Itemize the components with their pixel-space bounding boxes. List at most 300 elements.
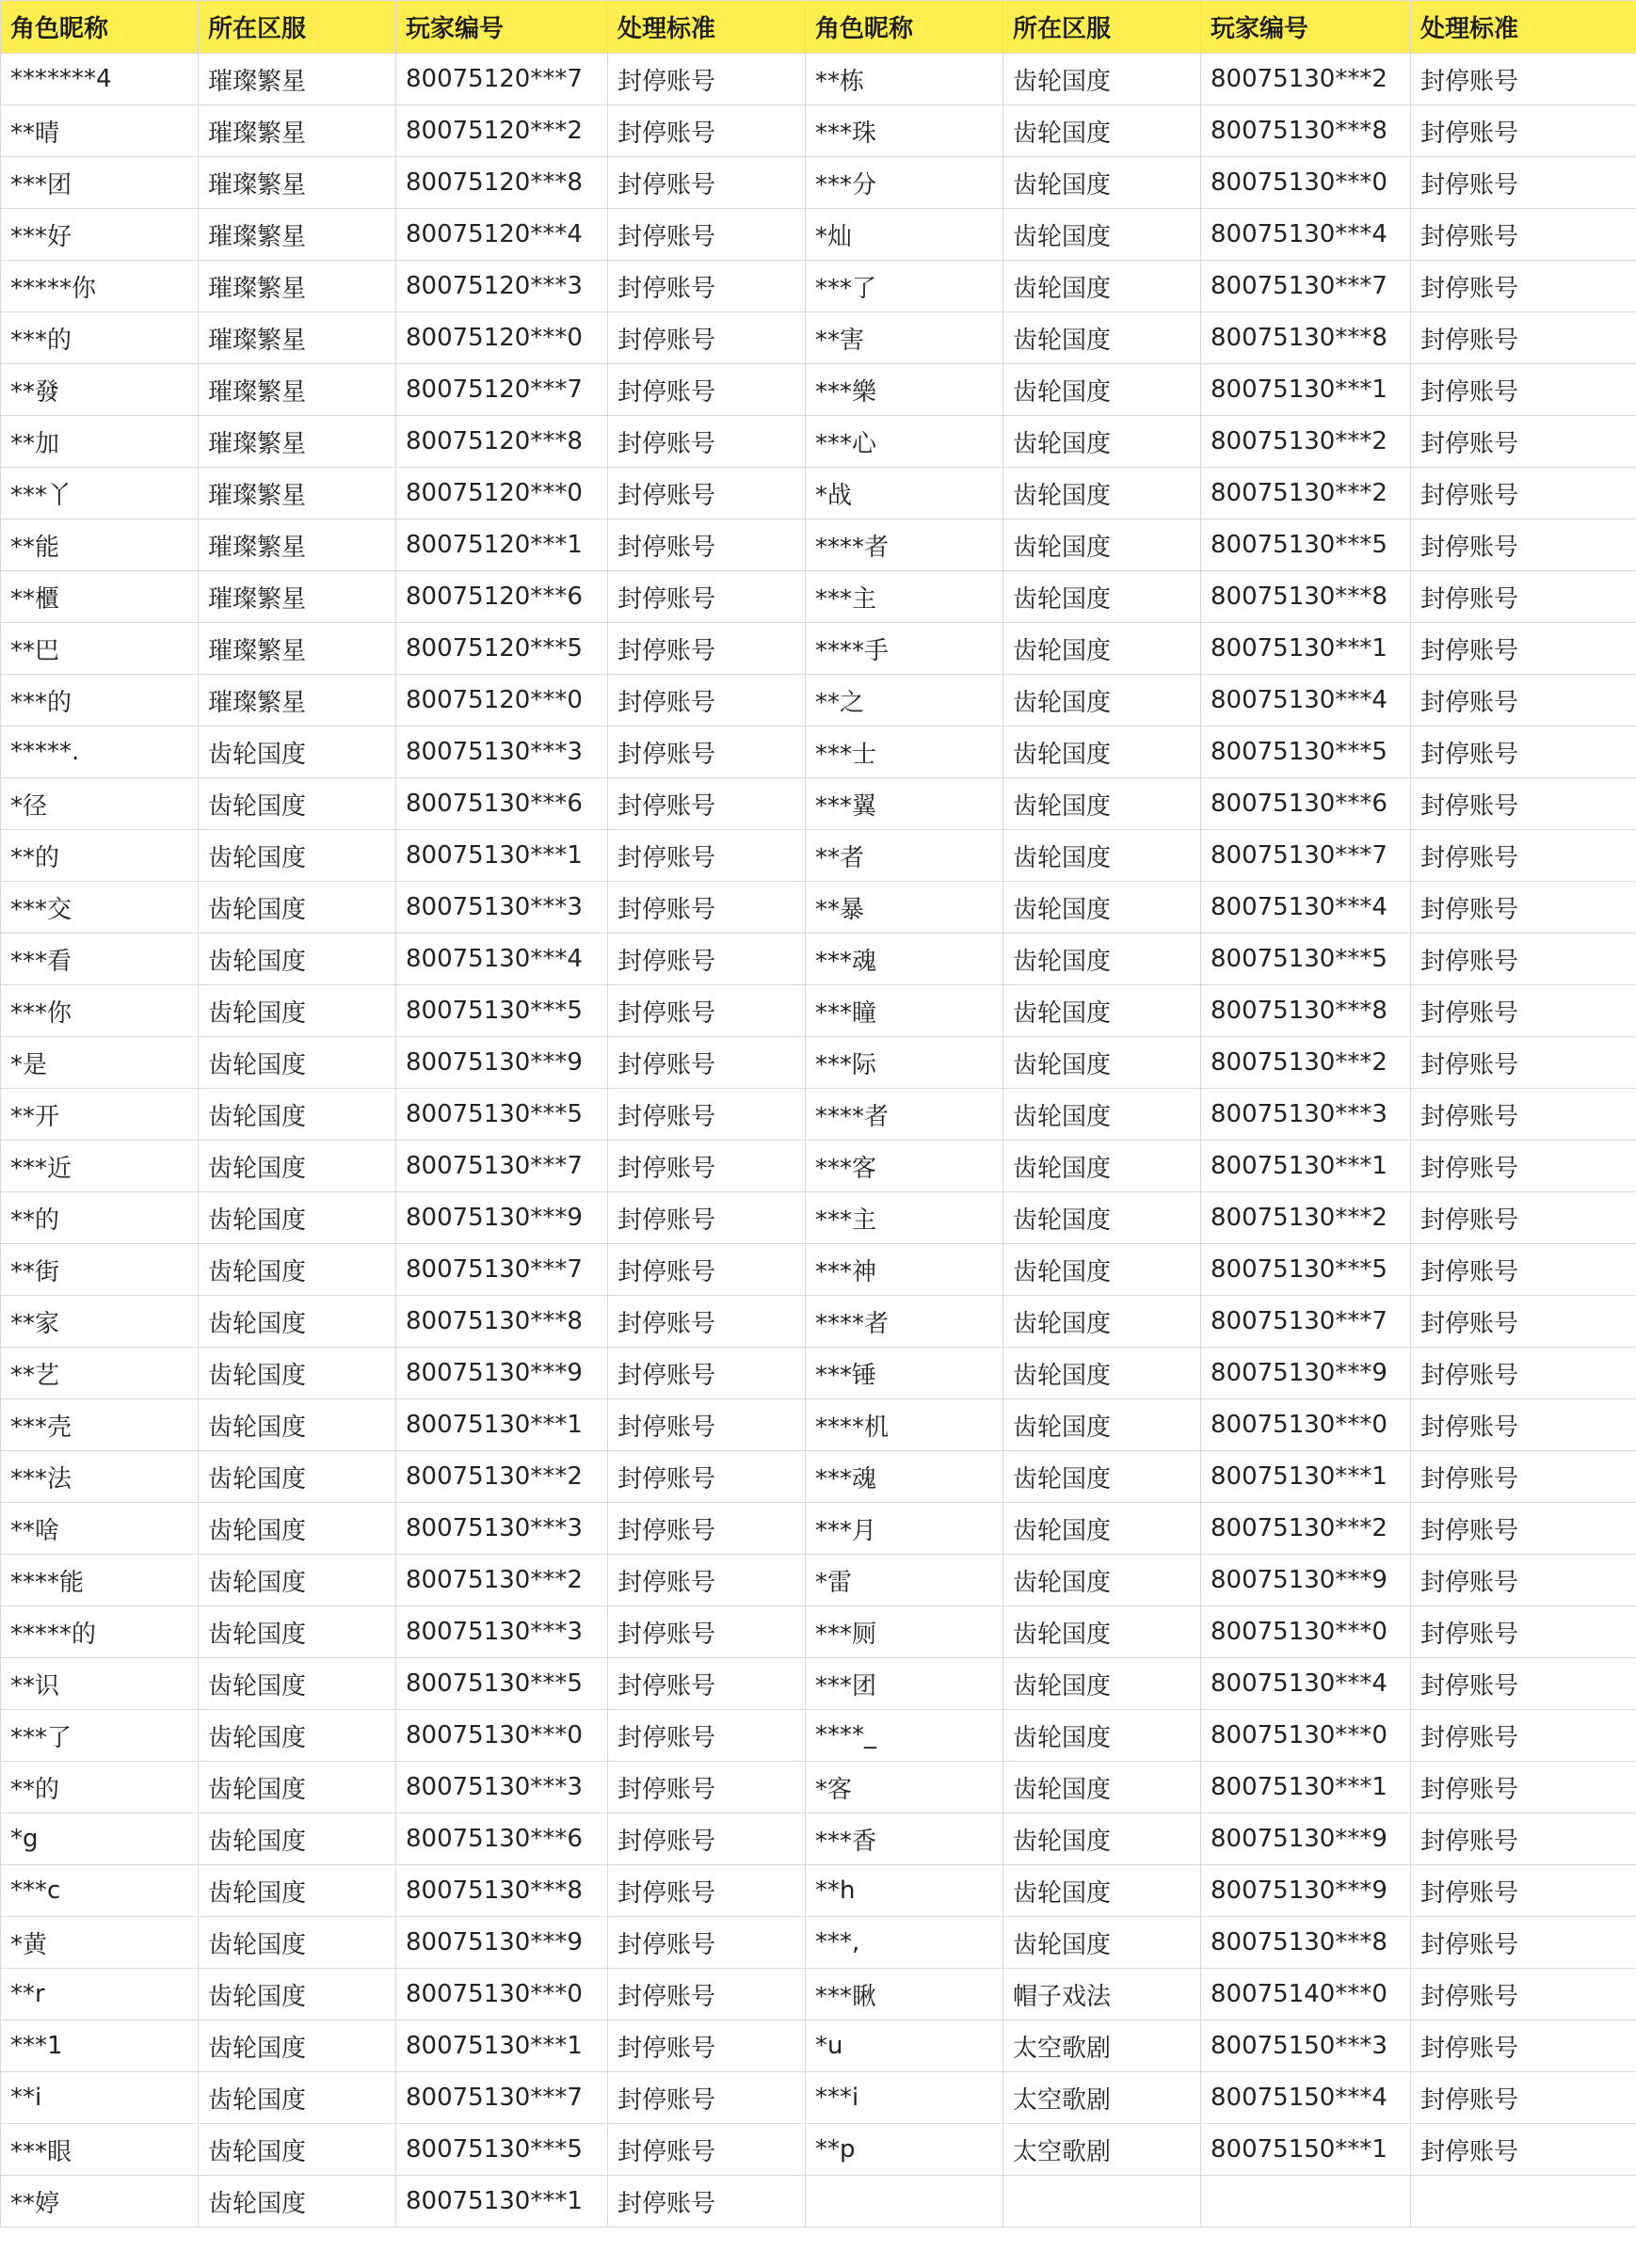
cell-nickname: ***主 [806, 1192, 1003, 1244]
cell-nickname: ***好 [1, 209, 199, 261]
cell-server: 齿轮国度 [1003, 1451, 1201, 1503]
cell-nickname: **艺 [1, 1348, 199, 1399]
cell-player-id: 80075130***6 [396, 778, 608, 830]
cell-player-id: 80075130***8 [1201, 105, 1411, 157]
table-row [1, 934, 1636, 985]
cell-nickname: **加 [1, 416, 199, 468]
cell-nickname: ***锤 [806, 1348, 1003, 1399]
cell-server: 齿轮国度 [1003, 1813, 1201, 1865]
cell-player-id: 80075130***1 [396, 2176, 608, 2228]
cell-player-id: 80075130***3 [396, 727, 608, 778]
cell-player-id: 80075130***7 [396, 1141, 608, 1192]
cell-server: 齿轮国度 [199, 1762, 396, 1813]
cell-server: 璀璨繁星 [199, 209, 396, 261]
cell-nickname: **街 [1, 1244, 199, 1296]
cell-nickname: **之 [806, 675, 1003, 727]
cell-server: 齿轮国度 [1003, 934, 1201, 985]
cell-action: 封停账号 [1411, 209, 1636, 261]
cell-server: 齿轮国度 [1003, 209, 1201, 261]
cell-action: 封停账号 [1411, 675, 1636, 727]
cell-server: 齿轮国度 [1003, 1762, 1201, 1813]
cell-action: 封停账号 [608, 2072, 806, 2124]
cell-server: 齿轮国度 [1003, 105, 1201, 157]
cell-server: 璀璨繁星 [199, 623, 396, 675]
cell-player-id: 80075130***1 [1201, 623, 1411, 675]
cell-player-id: 80075130***3 [396, 1606, 608, 1658]
cell-action: 封停账号 [1411, 1813, 1636, 1865]
cell-player-id: 80075130***3 [396, 1503, 608, 1555]
cell-nickname: ***交 [1, 882, 199, 934]
cell-action: 封停账号 [1411, 105, 1636, 157]
cell-server: 齿轮国度 [199, 1555, 396, 1606]
cell-action: 封停账号 [608, 261, 806, 312]
cell-player-id: 80075130***2 [1201, 1037, 1411, 1089]
cell-action: 封停账号 [1411, 2124, 1636, 2176]
cell-player-id: 80075130***1 [396, 2020, 608, 2072]
cell-nickname: **开 [1, 1089, 199, 1141]
cell-action: 封停账号 [608, 1710, 806, 1762]
cell-server: 齿轮国度 [199, 2176, 396, 2228]
cell-player-id: 80075120***2 [396, 105, 608, 157]
header-row [1, 1, 1636, 54]
cell-nickname: ***客 [806, 1141, 1003, 1192]
cell-server: 齿轮国度 [1003, 1606, 1201, 1658]
cell-server: 齿轮国度 [199, 1658, 396, 1710]
table-row [1, 830, 1636, 882]
cell-player-id: 80075130***9 [396, 1917, 608, 1969]
cell-action: 封停账号 [608, 519, 806, 571]
cell-server: 齿轮国度 [1003, 1037, 1201, 1089]
header-nickname: 角色昵称 [806, 1, 1003, 54]
cell-nickname: ***樂 [806, 364, 1003, 416]
cell-player-id: 80075130***8 [1201, 571, 1411, 623]
cell-server: 齿轮国度 [199, 1141, 396, 1192]
cell-action: 封停账号 [1411, 1089, 1636, 1141]
cell-player-id: 80075130***5 [1201, 1244, 1411, 1296]
cell-server: 璀璨繁星 [199, 416, 396, 468]
cell-nickname: ***i [806, 2072, 1003, 2124]
cell-server: 璀璨繁星 [199, 468, 396, 519]
cell-server: 齿轮国度 [1003, 1141, 1201, 1192]
cell-server: 齿轮国度 [1003, 778, 1201, 830]
cell-player-id: 80075130***2 [396, 1555, 608, 1606]
cell-player-id: 80075130***4 [1201, 675, 1411, 727]
cell-server: 齿轮国度 [199, 882, 396, 934]
table-row [1, 1451, 1636, 1503]
cell-nickname: ***分 [806, 157, 1003, 209]
cell-player-id: 80075120***0 [396, 675, 608, 727]
table-row [1, 2176, 1636, 2228]
cell-nickname: ***壳 [1, 1399, 199, 1451]
cell-nickname: *****的 [1, 1606, 199, 1658]
table-row [1, 1762, 1636, 1813]
cell-player-id: 80075130***7 [396, 2072, 608, 2124]
cell-player-id: 80075120***0 [396, 312, 608, 364]
cell-player-id: 80075120***7 [396, 364, 608, 416]
cell-server: 齿轮国度 [1003, 1917, 1201, 1969]
table-row [1, 1917, 1636, 1969]
cell-nickname: ****_ [806, 1710, 1003, 1762]
cell-nickname: *黄 [1, 1917, 199, 1969]
cell-server: 齿轮国度 [199, 727, 396, 778]
table-row [1, 519, 1636, 571]
cell-nickname: ***了 [1, 1710, 199, 1762]
table-row [1, 623, 1636, 675]
cell-nickname: ****者 [806, 1089, 1003, 1141]
cell-server: 齿轮国度 [199, 1813, 396, 1865]
table-body [1, 54, 1636, 2228]
header-player-id: 玩家编号 [1201, 1, 1411, 54]
cell-action: 封停账号 [1411, 985, 1636, 1037]
cell-server: 齿轮国度 [199, 1192, 396, 1244]
table-row [1, 1606, 1636, 1658]
cell-nickname: *****. [1, 727, 199, 778]
cell-server: 璀璨繁星 [199, 312, 396, 364]
cell-action: 封停账号 [608, 312, 806, 364]
cell-server: 齿轮国度 [1003, 1503, 1201, 1555]
table-row [1, 1503, 1636, 1555]
cell-nickname: **家 [1, 1296, 199, 1348]
cell-nickname: ***瞳 [806, 985, 1003, 1037]
cell-server: 齿轮国度 [1003, 312, 1201, 364]
cell-action: 封停账号 [1411, 1606, 1636, 1658]
cell-action: 封停账号 [1411, 1658, 1636, 1710]
table-row [1, 1296, 1636, 1348]
cell-action: 封停账号 [608, 778, 806, 830]
cell-player-id: 80075130***3 [396, 882, 608, 934]
cell-action: 封停账号 [1411, 778, 1636, 830]
cell-player-id: 80075130***0 [396, 1710, 608, 1762]
cell-nickname: ***珠 [806, 105, 1003, 157]
table-row [1, 54, 1636, 105]
cell-server: 齿轮国度 [1003, 416, 1201, 468]
cell-server: 齿轮国度 [1003, 882, 1201, 934]
cell-action: 封停账号 [608, 2124, 806, 2176]
cell-action: 封停账号 [608, 2176, 806, 2228]
table-row [1, 1089, 1636, 1141]
cell-player-id: 80075130***2 [1201, 1192, 1411, 1244]
cell-player-id: 80075130***1 [1201, 1141, 1411, 1192]
cell-server: 齿轮国度 [1003, 1296, 1201, 1348]
cell-action: 封停账号 [1411, 364, 1636, 416]
cell-nickname: ***1 [1, 2020, 199, 2072]
cell-nickname: *g [1, 1813, 199, 1865]
cell-action: 封停账号 [1411, 727, 1636, 778]
cell-nickname: ***瞅 [806, 1969, 1003, 2020]
cell-action: 封停账号 [608, 571, 806, 623]
cell-player-id: 80075150***3 [1201, 2020, 1411, 2072]
cell-player-id: 80075130***3 [396, 1762, 608, 1813]
cell-player-id: 80075130***9 [396, 1348, 608, 1399]
cell-player-id: 80075120***1 [396, 519, 608, 571]
cell-action: 封停账号 [608, 1658, 806, 1710]
cell-player-id: 80075130***6 [1201, 778, 1411, 830]
cell-nickname: ***翼 [806, 778, 1003, 830]
cell-nickname: ***你 [1, 985, 199, 1037]
cell-server: 齿轮国度 [199, 1451, 396, 1503]
cell-action: 封停账号 [608, 934, 806, 985]
cell-player-id: 80075130***7 [1201, 261, 1411, 312]
table-row [1, 675, 1636, 727]
cell-server: 齿轮国度 [199, 1089, 396, 1141]
cell-nickname: ***香 [806, 1813, 1003, 1865]
cell-player-id: 80075130***8 [1201, 312, 1411, 364]
cell-player-id: 80075130***8 [396, 1296, 608, 1348]
table-row [1, 2020, 1636, 2072]
cell-player-id [1201, 2176, 1411, 2228]
cell-action: 封停账号 [608, 2020, 806, 2072]
cell-server: 齿轮国度 [1003, 1865, 1201, 1917]
cell-nickname: ***, [806, 1917, 1003, 1969]
cell-server: 齿轮国度 [1003, 675, 1201, 727]
cell-server: 齿轮国度 [199, 1865, 396, 1917]
cell-action: 封停账号 [608, 364, 806, 416]
cell-player-id: 80075130***8 [1201, 985, 1411, 1037]
cell-nickname: **h [806, 1865, 1003, 1917]
cell-action: 封停账号 [608, 1865, 806, 1917]
cell-action: 封停账号 [1411, 261, 1636, 312]
cell-nickname: ***月 [806, 1503, 1003, 1555]
cell-player-id: 80075120***3 [396, 261, 608, 312]
cell-action: 封停账号 [608, 1244, 806, 1296]
cell-nickname: **i [1, 2072, 199, 2124]
header-action: 处理标准 [1411, 1, 1636, 54]
cell-action: 封停账号 [1411, 1244, 1636, 1296]
cell-server: 齿轮国度 [1003, 157, 1201, 209]
cell-server: 璀璨繁星 [199, 675, 396, 727]
cell-player-id: 80075120***6 [396, 571, 608, 623]
cell-server: 齿轮国度 [1003, 830, 1201, 882]
cell-nickname: *战 [806, 468, 1003, 519]
cell-server: 齿轮国度 [1003, 1710, 1201, 1762]
cell-player-id: 80075130***9 [396, 1192, 608, 1244]
cell-action: 封停账号 [608, 1348, 806, 1399]
cell-action: 封停账号 [1411, 1710, 1636, 1762]
cell-nickname: ***魂 [806, 934, 1003, 985]
table-row [1, 1141, 1636, 1192]
cell-server: 齿轮国度 [1003, 54, 1201, 105]
cell-player-id: 80075120***0 [396, 468, 608, 519]
cell-action: 封停账号 [1411, 1037, 1636, 1089]
table-row [1, 157, 1636, 209]
cell-action: 封停账号 [1411, 934, 1636, 985]
table-row [1, 209, 1636, 261]
cell-nickname: ***丫 [1, 468, 199, 519]
cell-nickname: **巴 [1, 623, 199, 675]
table-row [1, 1813, 1636, 1865]
cell-nickname: **害 [806, 312, 1003, 364]
cell-action [1411, 2176, 1636, 2228]
table-row [1, 985, 1636, 1037]
cell-nickname: *灿 [806, 209, 1003, 261]
cell-player-id: 80075130***4 [1201, 209, 1411, 261]
cell-player-id: 80075130***8 [1201, 1917, 1411, 1969]
cell-player-id: 80075130***5 [396, 1658, 608, 1710]
cell-server: 齿轮国度 [199, 2020, 396, 2072]
header-action: 处理标准 [608, 1, 806, 54]
cell-player-id: 80075130***9 [396, 1037, 608, 1089]
cell-action: 封停账号 [1411, 2020, 1636, 2072]
cell-player-id: 80075130***9 [1201, 1348, 1411, 1399]
cell-server: 齿轮国度 [199, 2072, 396, 2124]
cell-action: 封停账号 [608, 54, 806, 105]
cell-action: 封停账号 [608, 882, 806, 934]
cell-server: 齿轮国度 [199, 1399, 396, 1451]
cell-server: 齿轮国度 [199, 934, 396, 985]
cell-player-id: 80075130***1 [1201, 1762, 1411, 1813]
cell-nickname: **r [1, 1969, 199, 2020]
cell-action: 封停账号 [608, 1037, 806, 1089]
cell-server: 齿轮国度 [199, 1917, 396, 1969]
cell-nickname: *u [806, 2020, 1003, 2072]
cell-action: 封停账号 [608, 1451, 806, 1503]
cell-server: 齿轮国度 [1003, 1089, 1201, 1141]
cell-action: 封停账号 [608, 830, 806, 882]
cell-nickname: ***法 [1, 1451, 199, 1503]
cell-action: 封停账号 [608, 1606, 806, 1658]
cell-server: 齿轮国度 [199, 1503, 396, 1555]
cell-player-id: 80075130***0 [1201, 157, 1411, 209]
cell-player-id: 80075150***1 [1201, 2124, 1411, 2176]
cell-server: 璀璨繁星 [199, 364, 396, 416]
cell-action: 封停账号 [1411, 1762, 1636, 1813]
cell-action: 封停账号 [1411, 571, 1636, 623]
cell-player-id: 80075150***4 [1201, 2072, 1411, 2124]
table-row [1, 1348, 1636, 1399]
cell-action: 封停账号 [1411, 882, 1636, 934]
cell-player-id: 80075120***7 [396, 54, 608, 105]
cell-server: 璀璨繁星 [199, 261, 396, 312]
cell-player-id: 80075130***7 [396, 1244, 608, 1296]
cell-server [1003, 2176, 1201, 2228]
table-row [1, 727, 1636, 778]
cell-action: 封停账号 [608, 1141, 806, 1192]
cell-action: 封停账号 [1411, 416, 1636, 468]
cell-action: 封停账号 [1411, 157, 1636, 209]
table-row [1, 1865, 1636, 1917]
cell-action: 封停账号 [608, 416, 806, 468]
cell-nickname: ***心 [806, 416, 1003, 468]
cell-server: 齿轮国度 [1003, 1192, 1201, 1244]
cell-player-id: 80075130***6 [396, 1813, 608, 1865]
cell-action: 封停账号 [1411, 1969, 1636, 2020]
cell-action: 封停账号 [1411, 54, 1636, 105]
cell-nickname: **發 [1, 364, 199, 416]
cell-nickname: ***团 [806, 1658, 1003, 1710]
header-nickname: 角色昵称 [1, 1, 199, 54]
cell-nickname [806, 2176, 1003, 2228]
header-server: 所在区服 [1003, 1, 1201, 54]
cell-server: 齿轮国度 [199, 1606, 396, 1658]
cell-player-id: 80075130***7 [1201, 830, 1411, 882]
cell-server: 齿轮国度 [1003, 1658, 1201, 1710]
cell-nickname: *******4 [1, 54, 199, 105]
cell-action: 封停账号 [1411, 519, 1636, 571]
cell-nickname: ***厕 [806, 1606, 1003, 1658]
cell-player-id: 80075130***9 [1201, 1555, 1411, 1606]
cell-server: 齿轮国度 [1003, 571, 1201, 623]
cell-player-id: 80075130***5 [1201, 934, 1411, 985]
cell-player-id: 80075130***4 [1201, 1658, 1411, 1710]
cell-action: 封停账号 [1411, 1141, 1636, 1192]
cell-server: 齿轮国度 [1003, 519, 1201, 571]
cell-player-id: 80075120***5 [396, 623, 608, 675]
cell-nickname: *****你 [1, 261, 199, 312]
table-row [1, 1037, 1636, 1089]
cell-nickname: **的 [1, 1762, 199, 1813]
header-server: 所在区服 [199, 1, 396, 54]
cell-nickname: **识 [1, 1658, 199, 1710]
cell-action: 封停账号 [608, 1089, 806, 1141]
cell-server: 太空歌剧 [1003, 2124, 1201, 2176]
cell-server: 齿轮国度 [199, 1037, 396, 1089]
cell-player-id: 80075130***9 [1201, 1813, 1411, 1865]
cell-action: 封停账号 [1411, 1348, 1636, 1399]
cell-server: 齿轮国度 [199, 985, 396, 1037]
cell-server: 齿轮国度 [199, 1296, 396, 1348]
cell-player-id: 80075130***2 [396, 1451, 608, 1503]
table-row [1, 1244, 1636, 1296]
table-row [1, 1969, 1636, 2020]
table-row [1, 2072, 1636, 2124]
cell-action: 封停账号 [1411, 1296, 1636, 1348]
table-header [1, 1, 1636, 54]
cell-player-id: 80075130***1 [1201, 1451, 1411, 1503]
cell-server: 璀璨繁星 [199, 105, 396, 157]
cell-player-id: 80075130***2 [1201, 54, 1411, 105]
cell-player-id: 80075120***4 [396, 209, 608, 261]
cell-nickname: **婷 [1, 2176, 199, 2228]
cell-action: 封停账号 [1411, 1865, 1636, 1917]
cell-player-id: 80075130***1 [396, 830, 608, 882]
cell-nickname: ***的 [1, 312, 199, 364]
cell-nickname: *径 [1, 778, 199, 830]
cell-nickname: ***c [1, 1865, 199, 1917]
cell-server: 太空歌剧 [1003, 2020, 1201, 2072]
cell-nickname: *雷 [806, 1555, 1003, 1606]
cell-player-id: 80075130***9 [1201, 1865, 1411, 1917]
cell-player-id: 80075130***5 [396, 2124, 608, 2176]
cell-server: 璀璨繁星 [199, 157, 396, 209]
cell-action: 封停账号 [608, 468, 806, 519]
cell-nickname: **p [806, 2124, 1003, 2176]
cell-nickname: ****手 [806, 623, 1003, 675]
cell-nickname: ****者 [806, 519, 1003, 571]
cell-server: 齿轮国度 [199, 2124, 396, 2176]
cell-player-id: 80075120***8 [396, 416, 608, 468]
table-row [1, 416, 1636, 468]
cell-server: 璀璨繁星 [199, 519, 396, 571]
cell-action: 封停账号 [1411, 468, 1636, 519]
cell-action: 封停账号 [1411, 1917, 1636, 1969]
cell-action: 封停账号 [608, 727, 806, 778]
cell-action: 封停账号 [1411, 623, 1636, 675]
cell-server: 齿轮国度 [199, 1969, 396, 2020]
cell-player-id: 80075130***1 [1201, 364, 1411, 416]
cell-nickname: **栋 [806, 54, 1003, 105]
table-row [1, 364, 1636, 416]
table-row [1, 1658, 1636, 1710]
cell-nickname: ***魂 [806, 1451, 1003, 1503]
table-row [1, 261, 1636, 312]
cell-server: 齿轮国度 [199, 1348, 396, 1399]
cell-server: 齿轮国度 [199, 1710, 396, 1762]
cell-nickname: ***了 [806, 261, 1003, 312]
table-row [1, 882, 1636, 934]
cell-action: 封停账号 [608, 157, 806, 209]
cell-server: 齿轮国度 [1003, 468, 1201, 519]
table-row [1, 1192, 1636, 1244]
